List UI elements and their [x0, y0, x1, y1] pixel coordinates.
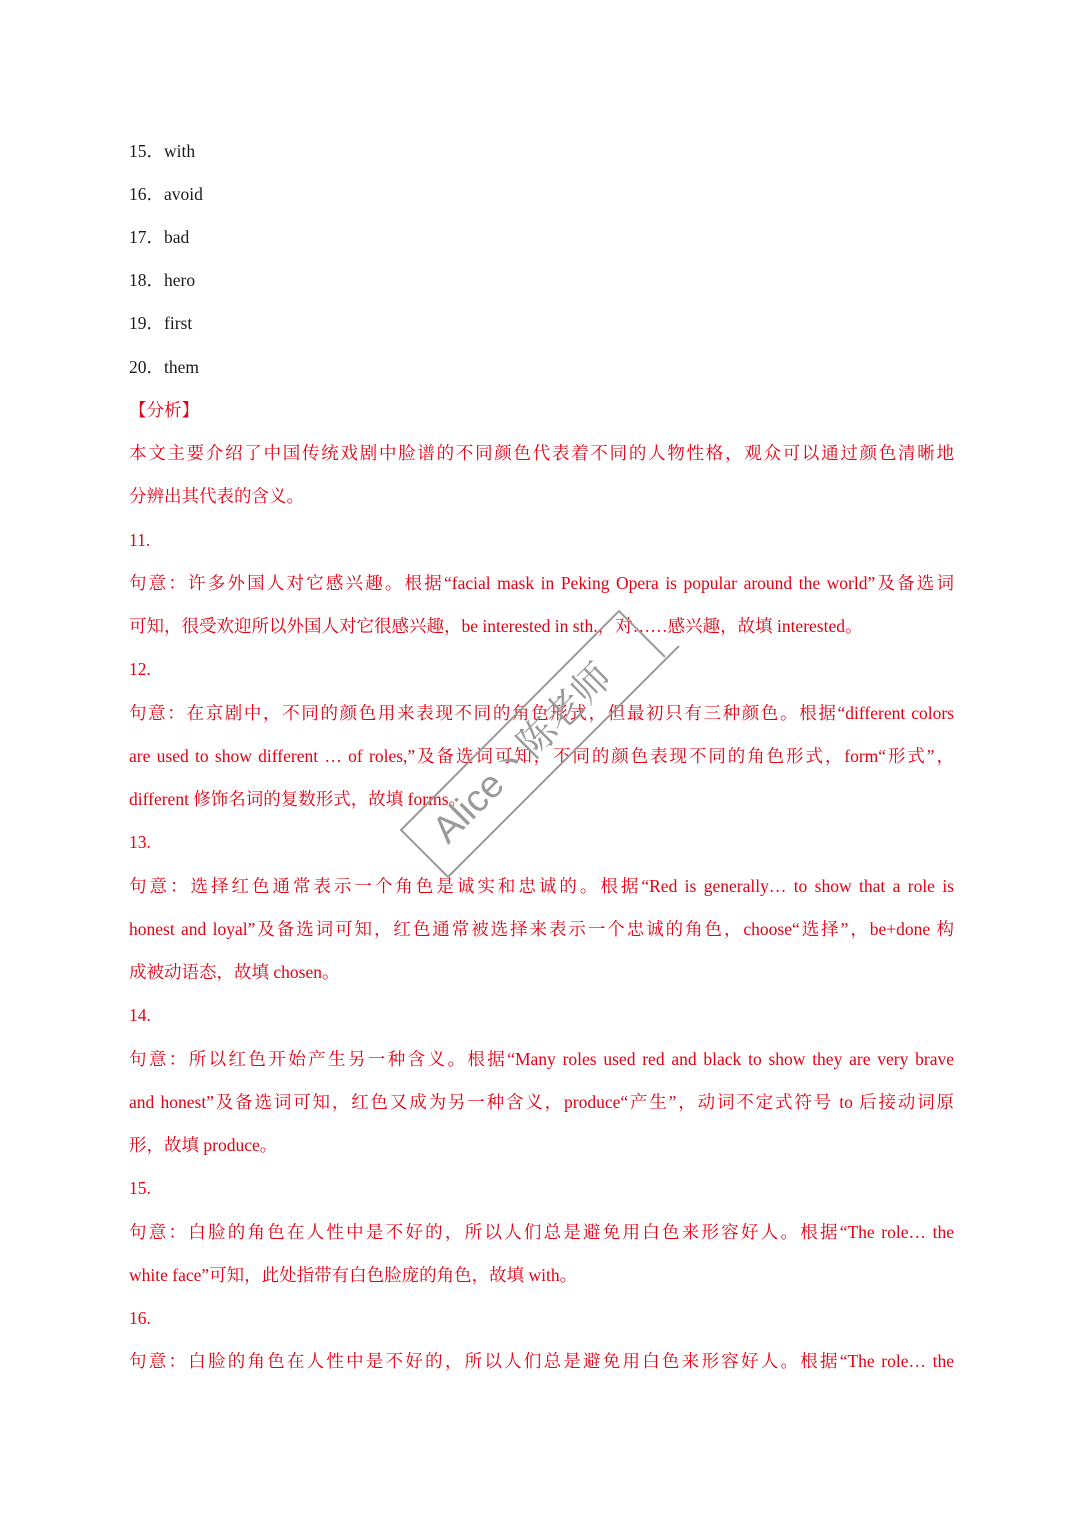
answer-line: 16．avoid	[129, 184, 203, 204]
item-explanation-line: are used to show different … of roles,”及备选词可知，不同的颜色表现不同的角色形式，form“形式”，	[129, 746, 954, 766]
item-explanation-line: 可知，很受欢迎所以外国人对它很感兴趣，be interested in sth.，对……感兴趣，故填 interested。	[129, 616, 863, 636]
analysis-intro-line: 本文主要介绍了中国传统戏剧中脸谱的不同颜色代表着不同的人物性格，观众可以通过颜色清晰地	[129, 443, 954, 463]
item-number: 14.	[129, 1005, 151, 1025]
answer-line: 15．with	[129, 141, 196, 161]
item-explanation-line: 句意：选择红色通常表示一个角色是诚实和忠诚的。根据“Red is generally… to show that a role is	[129, 876, 954, 896]
item-explanation-line: 形，故填 produce。	[129, 1135, 278, 1155]
item-number: 12.	[129, 659, 151, 679]
item-explanation-line: 句意：白脸的角色在人性中是不好的，所以人们总是避免用白色来形容好人。根据“The role… the	[129, 1222, 954, 1242]
item-explanation-line: different 修饰名词的复数形式，故填 forms。	[129, 789, 467, 809]
item-number: 16.	[129, 1308, 151, 1328]
answer-line: 20．them	[129, 357, 199, 377]
item-explanation-line: 句意：白脸的角色在人性中是不好的，所以人们总是避免用白色来形容好人。根据“The role… the	[129, 1351, 954, 1371]
item-explanation-line: white face”可知，此处指带有白色脸庞的角色，故填 with。	[129, 1265, 578, 1285]
analysis-intro-line: 分辨出其代表的含义。	[129, 486, 304, 506]
item-explanation-line: 句意：所以红色开始产生另一种含义。根据“Many roles used red and black to show they are very brave	[129, 1049, 954, 1069]
answer-line: 18．hero	[129, 270, 196, 290]
item-explanation-line: honest and loyal”及备选词可知，红色通常被选择来表示一个忠诚的角色，choose“选择”，be+done 构	[129, 919, 954, 939]
item-number: 15.	[129, 1178, 151, 1198]
item-number: 11.	[129, 530, 151, 550]
analysis-heading: 【分析】	[129, 400, 199, 420]
item-explanation-line: 成被动语态，故填 chosen。	[129, 962, 340, 982]
item-explanation-line: 句意：在京剧中，不同的颜色用来表现不同的角色形式，但最初只有三种颜色。根据“different colors	[129, 703, 954, 723]
item-explanation-line: and honest”及备选词可知，红色又成为另一种含义，produce“产生”，动词不定式符号 to 后接动词原	[129, 1092, 954, 1112]
item-number: 13.	[129, 832, 151, 852]
watermark-text: Alice丶陈老师	[424, 655, 621, 852]
item-explanation-line: 句意：许多外国人对它感兴趣。根据“facial mask in Peking Opera is popular around the world”及备选词	[129, 573, 954, 593]
answer-line: 17．bad	[129, 227, 190, 247]
answer-line: 19．first	[129, 313, 193, 333]
